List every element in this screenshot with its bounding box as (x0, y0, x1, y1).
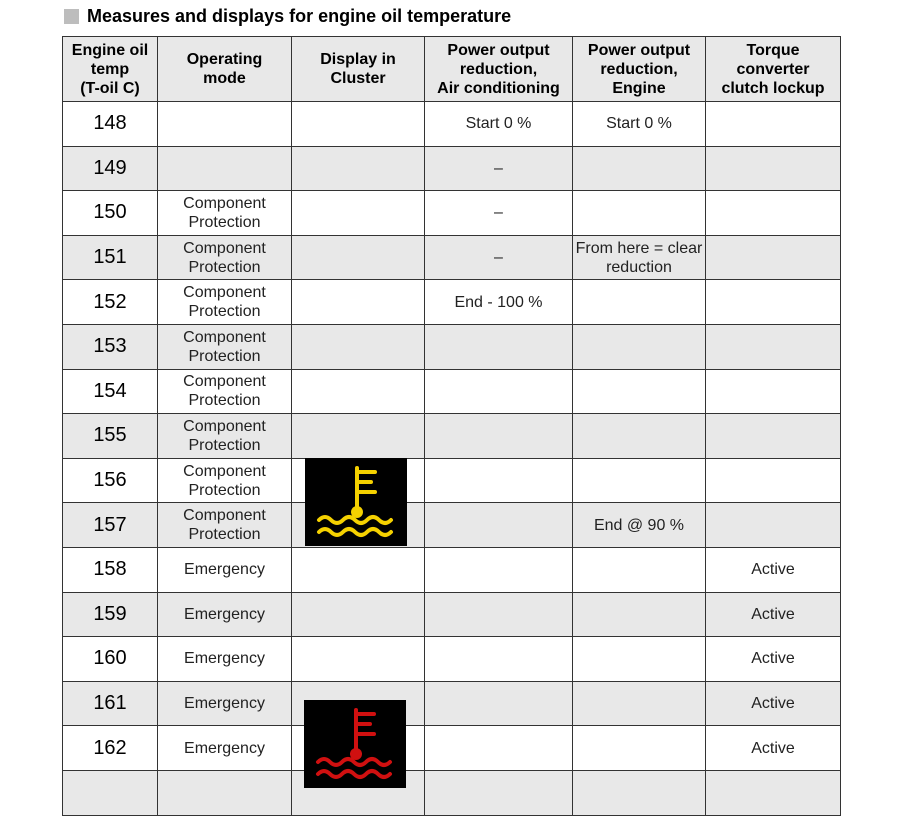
cell-torque-converter (706, 146, 841, 191)
cell-text: Component (183, 328, 266, 346)
cell-torque-converter (706, 726, 841, 771)
cell-ac-reduction (425, 369, 573, 414)
cell-engine-reduction (573, 458, 706, 503)
cell-text: Active (751, 650, 795, 668)
cell-operating-mode (158, 191, 292, 236)
cell-engine-reduction (573, 503, 706, 548)
cell-temp (63, 369, 158, 414)
cell-operating-mode (158, 547, 292, 592)
cell-text: Protection (188, 526, 261, 544)
table-row (63, 770, 841, 815)
header-display-in-cluster (292, 37, 425, 102)
cell-torque-converter (706, 369, 841, 414)
cell-text: reduction (606, 258, 672, 276)
header-line: temp (90, 60, 130, 78)
table-row (63, 458, 841, 503)
heading-square-marker (64, 9, 79, 24)
cell-text: Emergency (184, 650, 265, 668)
cell-temp (63, 102, 158, 147)
cell-display-in-cluster (292, 102, 425, 147)
cell-operating-mode (158, 235, 292, 280)
cell-display-in-cluster (292, 414, 425, 459)
cell-ac-reduction (425, 235, 573, 280)
cell-display-in-cluster (292, 191, 425, 236)
cell-torque-converter (706, 191, 841, 236)
cell-operating-mode (158, 146, 292, 191)
cell-engine-reduction (573, 726, 706, 771)
cell-display-in-cluster (292, 324, 425, 369)
cell-text: 155 (93, 424, 127, 447)
cell-ac-reduction (425, 458, 573, 503)
cell-text: – (494, 249, 503, 267)
cell-text: – (494, 159, 503, 177)
cell-text: 158 (93, 558, 127, 581)
table-row (63, 637, 841, 682)
cell-engine-reduction (573, 414, 706, 459)
cell-torque-converter (706, 547, 841, 592)
table-row (63, 280, 841, 325)
cell-text: Emergency (184, 695, 265, 713)
cell-operating-mode (158, 726, 292, 771)
cell-torque-converter (706, 592, 841, 637)
oil-temperature-table (62, 36, 841, 816)
cell-display-in-cluster (292, 547, 425, 592)
header-line: Torque (746, 41, 800, 59)
table-row (63, 369, 841, 414)
cell-engine-reduction (573, 280, 706, 325)
cell-text: 154 (93, 379, 127, 402)
cell-text: Protection (188, 436, 261, 454)
table-row (63, 503, 841, 548)
cell-text: Protection (188, 392, 261, 410)
cell-text: Protection (188, 347, 261, 365)
cell-operating-mode (158, 592, 292, 637)
cell-text: 148 (93, 112, 127, 135)
cell-text: From here = clear (575, 239, 703, 257)
cell-torque-converter (706, 280, 841, 325)
cell-torque-converter (706, 770, 841, 815)
header-engine-oil-temp (63, 37, 158, 102)
cell-ac-reduction (425, 681, 573, 726)
cell-text: 159 (93, 602, 127, 625)
cell-operating-mode (158, 102, 292, 147)
cell-text: Component (183, 373, 266, 391)
cell-text: Emergency (184, 739, 265, 757)
cell-text: 152 (93, 290, 127, 313)
cell-torque-converter (706, 503, 841, 548)
cell-torque-converter (706, 324, 841, 369)
cell-text: Active (751, 561, 795, 579)
oil-temperature-warning-red-icon (304, 700, 406, 788)
header-power-output-ac (425, 37, 573, 102)
cell-text: 161 (93, 692, 127, 715)
cell-display-in-cluster (292, 280, 425, 325)
page-title: Measures and displays for engine oil temperature (87, 5, 512, 26)
cell-display-in-cluster (292, 146, 425, 191)
cell-text: Emergency (184, 605, 265, 623)
cell-engine-reduction (573, 681, 706, 726)
cell-text: Protection (188, 481, 261, 499)
header-line: Engine (612, 79, 666, 97)
cell-engine-reduction (573, 146, 706, 191)
cell-operating-mode (158, 637, 292, 682)
cell-temp (63, 414, 158, 459)
cell-display-in-cluster (292, 637, 425, 682)
cell-engine-reduction (573, 637, 706, 682)
header-line: Engine oil (71, 41, 149, 59)
header-operating-mode (158, 37, 292, 102)
cell-engine-reduction (573, 547, 706, 592)
cell-operating-mode (158, 458, 292, 503)
table-row (63, 324, 841, 369)
cell-operating-mode (158, 280, 292, 325)
cell-text: End @ 90 % (593, 516, 685, 534)
cell-text: Start 0 % (465, 115, 532, 133)
cell-display-in-cluster (292, 592, 425, 637)
cell-torque-converter (706, 414, 841, 459)
table-row (63, 191, 841, 236)
cell-ac-reduction (425, 726, 573, 771)
header-line: (T-oil C) (80, 79, 140, 97)
cell-text: Component (183, 462, 266, 480)
cell-operating-mode (158, 681, 292, 726)
table-row (63, 414, 841, 459)
cell-text: Protection (188, 303, 261, 321)
cell-ac-reduction (425, 280, 573, 325)
cell-text: 153 (93, 335, 127, 358)
header-line: reduction, (600, 60, 678, 78)
table-header-row (63, 37, 841, 102)
cell-operating-mode (158, 369, 292, 414)
header-line: Cluster (330, 70, 386, 87)
cell-temp (63, 191, 158, 236)
cell-text: Component (183, 417, 266, 435)
cell-text: – (494, 204, 503, 222)
cell-torque-converter (706, 458, 841, 503)
cell-text: End - 100 % (454, 293, 543, 311)
cell-temp (63, 146, 158, 191)
cell-temp (63, 547, 158, 592)
cell-text: Component (183, 284, 266, 302)
cell-text: 150 (93, 201, 127, 224)
cell-text: 149 (93, 156, 127, 179)
cell-text: 157 (93, 513, 127, 536)
cell-text: Protection (188, 213, 261, 231)
header-line: Air conditioning (437, 79, 560, 97)
cell-torque-converter (706, 637, 841, 682)
header-torque-converter (706, 37, 841, 102)
table-row (63, 726, 841, 771)
cell-operating-mode (158, 324, 292, 369)
cell-text: Component (183, 507, 266, 525)
cell-torque-converter (706, 102, 841, 147)
cell-ac-reduction (425, 503, 573, 548)
table-row (63, 547, 841, 592)
cell-ac-reduction (425, 324, 573, 369)
cell-temp (63, 726, 158, 771)
cell-ac-reduction (425, 191, 573, 236)
cell-operating-mode (158, 503, 292, 548)
cell-temp (63, 458, 158, 503)
cell-engine-reduction (573, 324, 706, 369)
header-line: Display in (320, 51, 396, 68)
cell-text: Component (183, 194, 266, 212)
table-row (63, 592, 841, 637)
header-line: mode (203, 70, 246, 87)
cell-text: Active (751, 695, 795, 713)
cell-text: 160 (93, 647, 127, 670)
cell-engine-reduction (573, 592, 706, 637)
header-line: Power output (447, 41, 550, 59)
cell-text: Active (751, 739, 795, 757)
cell-operating-mode (158, 414, 292, 459)
cell-temp (63, 592, 158, 637)
cell-display-in-cluster (292, 369, 425, 414)
cell-ac-reduction (425, 146, 573, 191)
header-line: reduction, (459, 60, 538, 78)
cell-torque-converter (706, 235, 841, 280)
cell-ac-reduction (425, 414, 573, 459)
oil-temperature-warning-yellow-icon (305, 458, 407, 546)
table-row (63, 681, 841, 726)
cell-operating-mode (158, 770, 292, 815)
section-heading (64, 6, 511, 26)
table-row (63, 102, 841, 147)
cell-text: Protection (188, 258, 261, 276)
cell-text: 156 (93, 469, 127, 492)
cell-engine-reduction (573, 369, 706, 414)
table-row (63, 235, 841, 280)
cell-temp (63, 637, 158, 682)
header-line: Power output (587, 41, 691, 59)
cell-engine-reduction (573, 235, 706, 280)
cell-temp (63, 235, 158, 280)
cell-text: Active (751, 605, 795, 623)
cell-temp (63, 681, 158, 726)
cell-ac-reduction (425, 547, 573, 592)
cell-display-in-cluster (292, 235, 425, 280)
cell-ac-reduction (425, 592, 573, 637)
cell-temp (63, 280, 158, 325)
cell-text: Emergency (184, 561, 265, 579)
cell-ac-reduction (425, 102, 573, 147)
header-line: Operating (186, 51, 263, 68)
header-power-output-engine (573, 37, 706, 102)
cell-engine-reduction (573, 770, 706, 815)
cell-temp (63, 324, 158, 369)
cell-text: 162 (93, 736, 127, 759)
cell-ac-reduction (425, 637, 573, 682)
cell-text: Start 0 % (606, 115, 672, 133)
cell-torque-converter (706, 681, 841, 726)
cell-ac-reduction (425, 770, 573, 815)
cell-engine-reduction (573, 102, 706, 147)
cell-text: Component (183, 239, 266, 257)
cell-temp (63, 503, 158, 548)
header-line: converter (736, 60, 810, 78)
cell-temp (63, 770, 158, 815)
header-line: clutch lockup (721, 79, 825, 97)
cell-engine-reduction (573, 191, 706, 236)
cell-text: 151 (93, 246, 127, 269)
table-row (63, 146, 841, 191)
